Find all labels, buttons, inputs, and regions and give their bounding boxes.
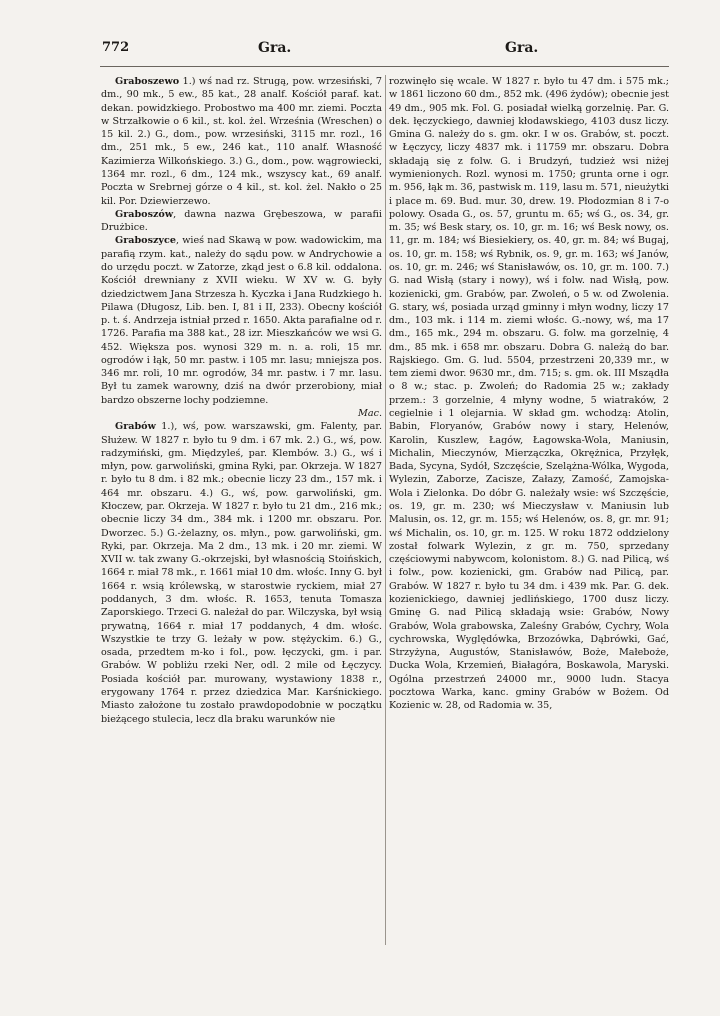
entry-graboszow	[101, 208, 382, 235]
left-running-title: Gra.	[258, 40, 292, 56]
header-rule	[100, 66, 669, 67]
right-running-title: Gra.	[505, 40, 539, 56]
entry-text: 1.) wś nad rz. Strugą, pow. wrzesiński, 7 dm., 90 mk., 5 ew., 85 kat., 28 analf. Kościół paraf. kat. dekan. powidzkiego. Probostwo ma 400 mr. ziemi. Poczta w Strzałkowie o 6 kil., st. kol. żel. Września (Wreschen) o 15 kil. 2.) G., dom., pow. wrzesiński, 3115 mr. rozl., 16 dm., 251 mk., 5 ew., 246 kat., 110 analf. Własność Kazimierza Wilkońskiego. 3.) G., dom., pow. wągrowiecki, 1364 mr. rozl., 6 dm., 124 mk., wszyscy kat., 69 analf. Poczta w Srebrnej górze o 4 kil., st. kol. żel. Nakło o 25 kil. Por. Dziewierzewo.	[101, 76, 382, 207]
entry-text: , wieś nad Skawą w pow. wadowickim, ma parafią rzym. kat., należy do sądu pow. w Andrychowie a do urzędu poczt. w Zatorze, zkąd jest o 6.8 kil. oddalona. Kościół drewniany z XVII wieku. W XV w. G. były dziedzictwem Jana Strzesza h. Kyczka i Jana Rudzkiego h. Pilawa (Długosz, Lib. ben. I, 81 i II, 233). Obecny kościół p. t. ś. Andrzeja istniał przed r. 1650. Akta parafialne od r. 1726. Parafia ma 388 kat., 28 izr. Mieszkańców we wsi G. 452. Większa pos. wynosi 329 m. n. a. roli, 15 mr. ogrodów i łąk, 50 mr. pastw. i 105 mr. lasu; mniejsza pos. 346 mr. roli, 10 mr. ogrodów, 34 mr. pastw. i 7 mr. lasu. Był tu zamek warowny, dziś na dwór przerobiony, miał bardzo obszerne lochy podziemne.	[101, 235, 382, 406]
column-divider	[385, 75, 386, 945]
left-column	[101, 75, 382, 955]
page-number: 772	[102, 40, 130, 55]
headword: Graboszyce	[115, 235, 176, 247]
entry-graboszewo	[101, 75, 382, 208]
headword: Graboszewo	[115, 76, 180, 87]
entry-text: 1.), wś, pow. warszawski, gm. Falenty, par. Służew. W 1827 r. było tu 9 dm. i 67 mk. 2.) G., wś, pow. radzymiński, gm. Międzyleś, par. Klembów. 3.) G., wś i młyn, pow. garwoliński, gmina Ryki, par. Okrzeja. W 1827 r. było tu 8 dm. i 82 mk.; obecnie liczy 23 dm., 157 mk. i 464 mr. obszaru. 4.) G., wś, pow. garwoliński, gm. Kłoczew, par. Okrzeja. W 1827 r. było tu 21 dm., 216 mk.; obecnie liczy 34 dm., 384 mk. i 1200 mr. obszaru. Por. Dworzec. 5.) G.-żelazny, os. młyn., pow. garwoliński, gm. Ryki, par. Okrzeja. Ma 2 dm., 13 mk. i 20 mr. ziemi. W XVII w. tak zwany G.-okrzejski, był własnością Stoińskich, 1664 r. miał 78 mk., r. 1661 miał 10 dm. włośc. Inny G. był 1664 r. wsią królewską, w starostwie ryckiem, miał 27 poddanych, 3 dm. włośc. R. 1653, tenuta Tomasza Zaporskiego. Trzeci G. należał do par. Wilczyska, był wsią prywatną, 1664 r. miał 17 poddanych, 4 dm. włośc. Wszystkie te trzy G. leżały w pow. stężyckim. 6.) G., osada, przedtem m-ko i fol., pow. łęczycki, gm. i par. Grabów. W pobliżu rzeki Ner, odl. 2 mile od Łęczycy. Posiada kościół par. murowany, wystawiony 1838 r., erygowany 1764 r. przez dziedzica Mar. Karśnickiego. Miasto założone tu zostało prawdopodobnie w początku bieżącego stulecia, lecz dla braku warunków nie	[101, 421, 382, 725]
running-head	[0, 40, 720, 60]
entry-grabow-continued: rozwinęło się wcale. W 1827 r. było tu 47 dm. i 575 mk.; w 1861 liczono 60 dm., 852 mk. (496 żydów); obecnie jest 49 dm., 905 mk. Fol. G. posiadał wielką gorzelnię. Par. G. dek. łęczyckiego, dawniej kłodawskiego, 4103 dusz liczy. Gmina G. należy do s. gm. okr. I w os. Grabów, st. poczt. w Łęczycy, liczy 4837 mk. i 11759 mr. obszaru. Dobra składają się z folw. G. i Brudzyń, tudzież wsi niżej wymienionych. Rozl. wynosi m. 1750; grunta orne i ogr. m. 956, łąk m. 36, pastwisk m. 119, lasu m. 571, nieużytki i place m. 69. Bud. mur. 30, drew. 19. Płodozmian 8 i 7-o polowy. Osada G., os. 57, gruntu m. 65; wś G., os. 34, gr. m. 35; wś Besk stary, os. 10, gr. m. 16; wś Besk nowy, os. 11, gr. m. 184; wś Biesiekiery, os. 40, gr. m. 84; wś Bugaj, os. 10, gr. m. 158; wś Rybnik, os. 9, gr. m. 163; wś Janów, os. 10, gr. m. 246; wś Stanisławów, os. 10, gr. m. 100. 7.) G. nad Wisłą (stary i nowy), wś i folw. nad Wisłą, pow. kozienicki, gm. Grabów, par. Zwoleń, o 5 w. od Zwolenia. G. stary, wś, posiada urząd gminny i młyn wodny, liczy 17 dm., 103 mk. i 114 m. ziemi włośc. G.-nowy, wś, ma 17 dm., 165 mk., 294 m. obszaru. G. folw. ma gorzelnię, 4 dm., 85 mk. i 658 mr. obszaru. Dobra G. należą do bar. Rajskiego. Gm. G. lud. 5504, przestrzeni 20,339 mr., w tem ziemi dwor. 9630 mr., dm. 715; s. gm. ok. III Msządła o 8 w.; stac. p. Zwoleń; do Radomia 25 w.; zakłady przem.: 3 gorzelnie, 4 młyny wodne, 5 wiatraków, 2 cegielnie i 1 olejarnia. W skład gm. wchodzą: Atolin, Babin, Floryanów, Grabów nowy i stary, Helenów, Karolin, Kuszlew, Łagów, Łagowska-Wola, Maniusin, Michalin, Mieczynów, Mierzączka, Okrężnica, Przyłęk, Bada, Sycyna, Sydół, Szczęście, Szelążna-Wólka, Wygoda, Wylezin, Zaborze, Zacisze, Załazy, Zamość, Zamojska-Wola i Zielonka. Do dóbr G. należały wsie: wś Szczęście, os. 19, gr. m. 230; wś Mieczysław v. Maniusin lub Malusin, os. 12, gr. m. 155; wś Helenów, os. 8, gr. mr. 91; wś Michalin, os. 10, gr. m. 125. W roku 1872 oddzielony został folwark Wylezin, z gr. m. 750, sprzedany częściowymi nabywcom, kolonistom. 8.) G. nad Pilicą, wś i folw., pow. kozienicki, gm. Grabów nad Pilicą, par. Grabów. W 1827 r. było tu 34 dm. i 439 mk. Par. G. dek. kozienickiego, dawniej jedlińskiego, 1700 dusz liczy. Gminę G. nad Pilicą składają wsie: Grabów, Nowy Grabów, Wola grabowska, Zaleśny Grabów, Cychry, Wola cychrowska, Wyględówka, Brzozówka, Dąbrówki, Gać, Strzyżyna, Augustów, Stanisławów, Boże, Małeboże, Ducka Wola, Krzemień, Białagóra, Boskawola, Maryski. Ogólna przestrzeń 24000 mr., 9000 ludn. Stacya pocztowa Warka, kanc. gminy Grabów w Bożem. Od Kozienic w. 28, od Radomia w. 35,	[389, 76, 669, 712]
headword: Grabów	[115, 421, 156, 433]
right-column	[389, 75, 669, 955]
entry-grabow	[101, 420, 382, 725]
entry-text: , dawna nazwa Grębeszowa, w parafii Drużbice.	[101, 208, 382, 234]
headword: Graboszów	[115, 208, 174, 220]
author-signature: Mac.	[358, 408, 382, 420]
entry-graboszyce	[101, 234, 382, 407]
